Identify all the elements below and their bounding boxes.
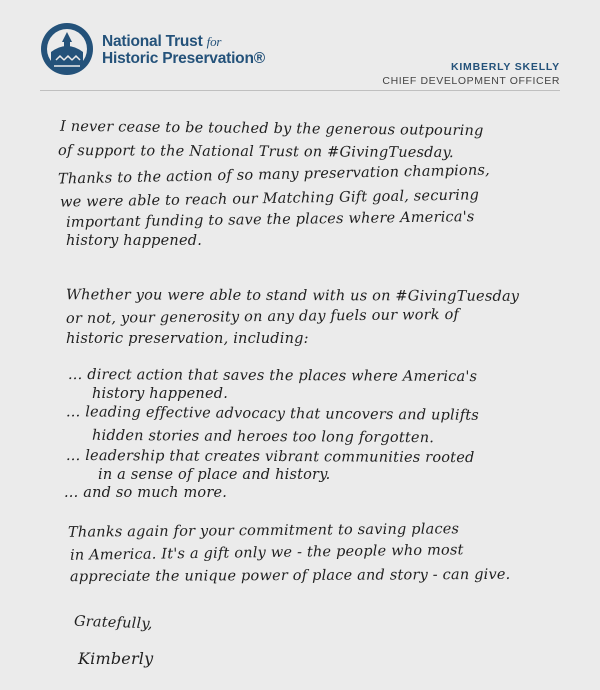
bullet-line: ... direct action that saves the places where America's [67,366,478,386]
letter-line: Whether you were able to stand with us on #GivingTuesday [65,287,520,305]
org-line-1: National Trust [102,33,203,50]
signer-title: CHIEF DEVELOPMENT OFFICER [382,75,560,87]
org-line-2: Historic Preservation® [102,50,265,67]
bullet-line: in a sense of place and history. [98,467,331,483]
letter-line: in America. It's a gift only we - the people who most [69,542,464,564]
letter-line: history happened. [66,233,203,249]
org-for: for [206,34,222,49]
bullet-line: history happened. [92,386,229,402]
letter-line: or not, your generosity on any day fuels our work of [65,306,460,328]
letter-line: important funding to save the places where America's [65,209,475,231]
closing: Gratefully, [73,613,153,633]
letter-line: Thanks again for your commitment to saving places [67,521,460,541]
letter-line: of support to the National Trust on #GivingTuesday. [57,142,454,162]
letter-line: appreciate the unique power of place and story - can give. [69,566,511,586]
signer-name: KIMBERLY SKELLY [450,61,560,73]
bullet-line: hidden stories and heroes too long forgotten. [91,427,435,447]
bullet-line: ... leadership that creates vibrant communities rooted [65,447,475,467]
letter-line: we were able to reach our Matching Gift goal, securing [59,187,480,211]
signature: Kimberly [78,649,154,668]
bullet-line: ... and so much more. [64,485,228,501]
bullet-line: ... leading effective advocacy that uncovers and uplifts [65,404,480,424]
letter-line: I never cease to be touched by the generous outpouring [59,118,484,140]
letter-line: Thanks to the action of so many preservation champions, [57,162,491,188]
letter-line: historic preservation, including: [66,331,309,347]
